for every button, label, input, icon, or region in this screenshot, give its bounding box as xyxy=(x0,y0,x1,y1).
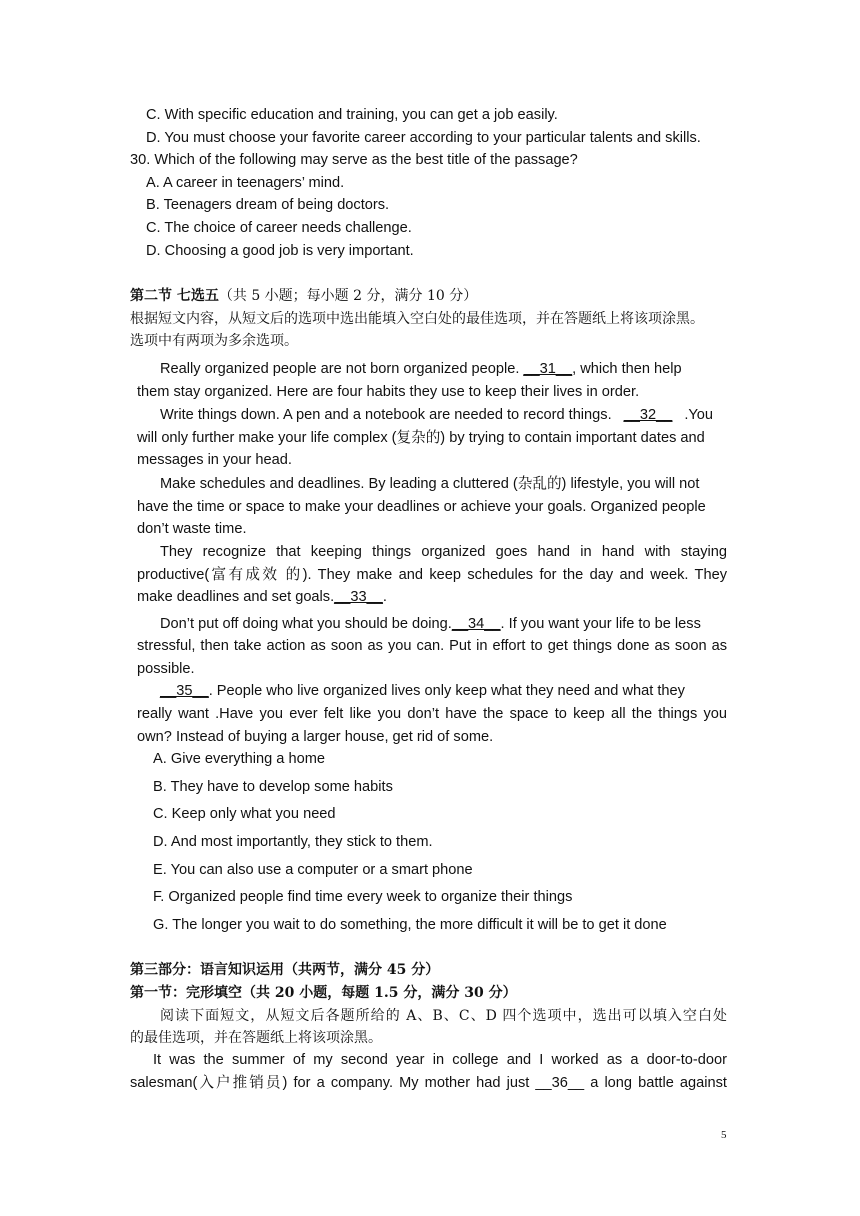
option-d: D. And most importantly, they stick to them. xyxy=(153,834,433,850)
blank-32: __32__ xyxy=(623,407,673,423)
passage-text: Really organized people are not born organized people. xyxy=(160,361,520,377)
q30-option-a: A. A career in teenagers’ mind. xyxy=(146,175,345,191)
passage-p5-line1 xyxy=(160,614,701,634)
passage-p2-line1 xyxy=(160,405,713,425)
passage-p1-line1 xyxy=(160,359,682,379)
cloze-line-2: salesman(入户推销员) for a company. My mother had just __36__ a long battle against xyxy=(130,1075,727,1091)
section2-instruction-1: 根据短文内容，从短文后的选项中选出能填入空白处的最佳选项，并在答题纸上将该项涂黑。 xyxy=(130,311,704,327)
q30-stem: 30. Which of the following may serve as the best title of the passage? xyxy=(130,152,578,168)
section2-heading-points: （共 5 小题；每小题 2 分，满分 10 分） xyxy=(218,288,478,304)
q30-option-c: C. The choice of career needs challenge. xyxy=(146,220,412,236)
option-b: B. They have to develop some habits xyxy=(153,779,393,795)
section2-heading-title: 第二节 七选五 xyxy=(130,288,219,304)
passage-text: . If you want your life to be less xyxy=(500,616,701,632)
blank-35: __35__ xyxy=(160,683,209,699)
passage-text: Don’t put off doing what you should be doing. xyxy=(160,616,452,632)
passage-p6-line3: own? Instead of buying a larger house, get rid of some. xyxy=(137,729,494,745)
q30-option-b: B. Teenagers dream of being doctors. xyxy=(146,197,390,213)
part3-instruction-2: 的最佳选项，并在答题纸上将该项涂黑。 xyxy=(130,1030,382,1046)
passage-text: . xyxy=(382,589,387,605)
passage-p3-line1: Make schedules and deadlines. By leading a cluttered (杂乱的) lifestyle, you will not xyxy=(160,476,700,492)
blank-31: __31__ xyxy=(523,361,573,377)
passage-p2-line3: messages in your head. xyxy=(137,452,292,468)
page-number: 5 xyxy=(721,1129,727,1141)
passage-text: , which then help xyxy=(572,361,682,377)
part3-instruction-1: 阅读下面短文，从短文后各题所给的 A、B、C、D 四个选项中，选出可以填入空白处 xyxy=(160,1008,727,1024)
part3-subheading: 第一节：完形填空（共 20 小题，每题 1.5 分，满分 30 分） xyxy=(130,985,517,1001)
passage-p6-line2: really want .Have you ever felt like you don’t have the space to keep all the things you xyxy=(137,706,727,722)
option-e: E. You can also use a computer or a smart phone xyxy=(153,862,473,878)
passage-text: . People who live organized lives only keep what they need and what they xyxy=(208,683,685,699)
passage-p5-line2: stressful, then take action as soon as you can. Put in effort to get things done as soon as xyxy=(137,638,727,654)
blank-34: __34__ xyxy=(451,616,501,632)
passage-p4-line1: They recognize that keeping things organized goes hand in hand with staying xyxy=(160,544,727,560)
option-f: F. Organized people find time every week to organize their things xyxy=(153,889,573,905)
q30-option-d: D. Choosing a good job is very important. xyxy=(146,243,414,259)
passage-p4-line3 xyxy=(137,587,387,607)
cloze-line-1: It was the summer of my second year in college and I worked as a door-to-door xyxy=(153,1052,727,1068)
passage-text: .You xyxy=(684,407,714,423)
q29-option-d: D. You must choose your favorite career according to your particular talents and skills. xyxy=(146,130,701,146)
q29-option-c: C. With specific education and training, you can get a job easily. xyxy=(146,107,558,123)
passage-text: make deadlines and set goals. xyxy=(137,589,335,605)
passage-p2-line2: will only further make your life complex (复杂的) by trying to contain important dates and xyxy=(137,430,705,446)
blank-33: __33__ xyxy=(334,589,383,605)
part3-heading: 第三部分：语言知识运用（共两节，满分 45 分） xyxy=(130,962,440,978)
option-g: G. The longer you wait to do something, the more difficult it will be to get it done xyxy=(153,917,667,933)
section2-instruction-2: 选项中有两项为多余选项。 xyxy=(130,333,298,349)
passage-p1-line2: them stay organized. Here are four habits they use to keep their lives in order. xyxy=(137,384,640,400)
section2-heading xyxy=(130,286,477,306)
passage-text: Write things down. A pen and a notebook are needed to record things. xyxy=(160,407,612,423)
passage-p3-line3: don’t waste time. xyxy=(137,521,247,537)
passage-p4-line2: productive(富有成效 的). They make and keep schedules for the day and week. They xyxy=(137,567,727,583)
passage-p3-line2: have the time or space to make your deadlines or achieve your goals. Organized people xyxy=(137,499,706,515)
option-a: A. Give everything a home xyxy=(153,751,325,767)
option-c: C. Keep only what you need xyxy=(153,806,336,822)
passage-p6-line1 xyxy=(160,681,685,701)
passage-p5-line3: possible. xyxy=(137,661,195,677)
